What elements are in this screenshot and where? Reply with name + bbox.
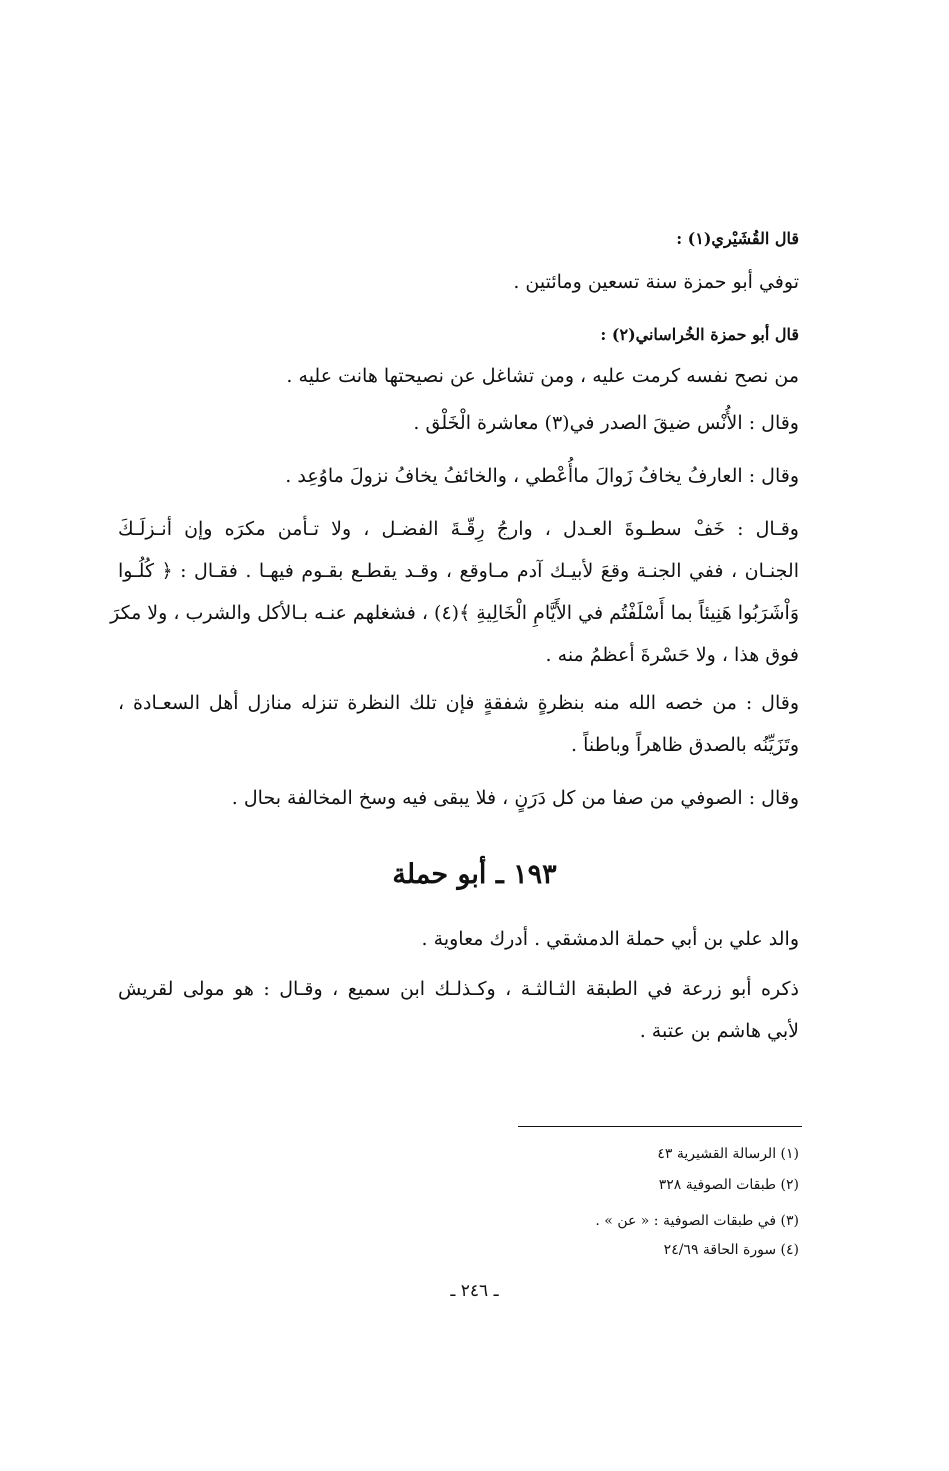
text-line: الجنـان ، ففي الجنـة وقعَ لأبيـك آدم مـاوقع ، وقـد يقطـع بقـوم فيهـا . فقـال : ﴿ كُلُـوا (118, 560, 799, 582)
text-line: وتَزَيِّنُه بالصدق ظاهراً وباطناً . (571, 734, 799, 756)
text-line: لأبي هاشم بن عتبة . (639, 1020, 799, 1042)
footnote-2: (٢) طبقات الصوفية ٣٢٨ (658, 1177, 799, 1193)
text-line: فوق هذا ، ولا حَسْرةَ أعظمُ منه . (545, 644, 799, 666)
text-line: من نصح نفسه كرمت عليه ، ومن تشاغل عن نصيحتها هانت عليه . (286, 365, 799, 387)
text-line: وقال : من خصه الله منه بنظرةٍ شفقةٍ فإن تلك النظرة تنزله منازل أهل السعـادة ، (118, 692, 799, 714)
text-line: وقال : الصوفي من صفا من كل دَرَنٍ ، فلا يبقى فيه وسخ المخالفة بحال . (231, 787, 799, 809)
text-line: ذكره أبو زرعة في الطبقة الثـالثـة ، وكـذلـك ابن سميع ، وقـال : هو مولى لقريش (118, 978, 799, 1000)
khurasani-heading: قال أبو حمزة الخُراساني(٢) : (600, 325, 799, 344)
footnote-separator (518, 1126, 802, 1127)
section-title: ١٩٣ ـ أبو حملة (392, 859, 557, 890)
text-line: والد علي بن أبي حملة الدمشقي . أدرك معاوية . (421, 928, 799, 950)
footnote-4: (٤) سورة الحاقة ٢٤/٦٩ (663, 1242, 799, 1258)
qushayri-heading: قال القُشَيْري(١) : (676, 229, 799, 248)
text-line: وقال : العارفُ يخافُ زَوالَ ماأُعْطي ، والخائفُ يخافُ نزولَ ماوُعِد . (285, 465, 799, 487)
text-line: وَاْشَرَبُوا هَنِيئاً بما أَسْلَفْتُم في الأَيَّامِ الْخَالِيةِ ﴾(٤) ، فشغلهم عنـه بـالأكل والشرب ، ولا مكرَ (110, 602, 799, 624)
page-number: ـ ٢٤٦ ـ (450, 1281, 499, 1301)
footnote-3: (٣) في طبقات الصوفية : « عن » . (595, 1213, 799, 1229)
text-line: توفي أبو حمزة سنة تسعين ومائتين . (513, 271, 799, 293)
text-line: وقال : الأُنْس ضيقَ الصدر في(٣) معاشرة الْخَلْق . (413, 412, 799, 434)
text-line: وقـال : خَفْ سطـوةَ العـدل ، وارجُ رِقّـةَ الفضـل ، ولا تـأمن مكرَه وإن أنـزلَـكَ (118, 518, 799, 540)
footnote-1: (١) الرسالة القشيرية ٤٣ (657, 1146, 799, 1162)
